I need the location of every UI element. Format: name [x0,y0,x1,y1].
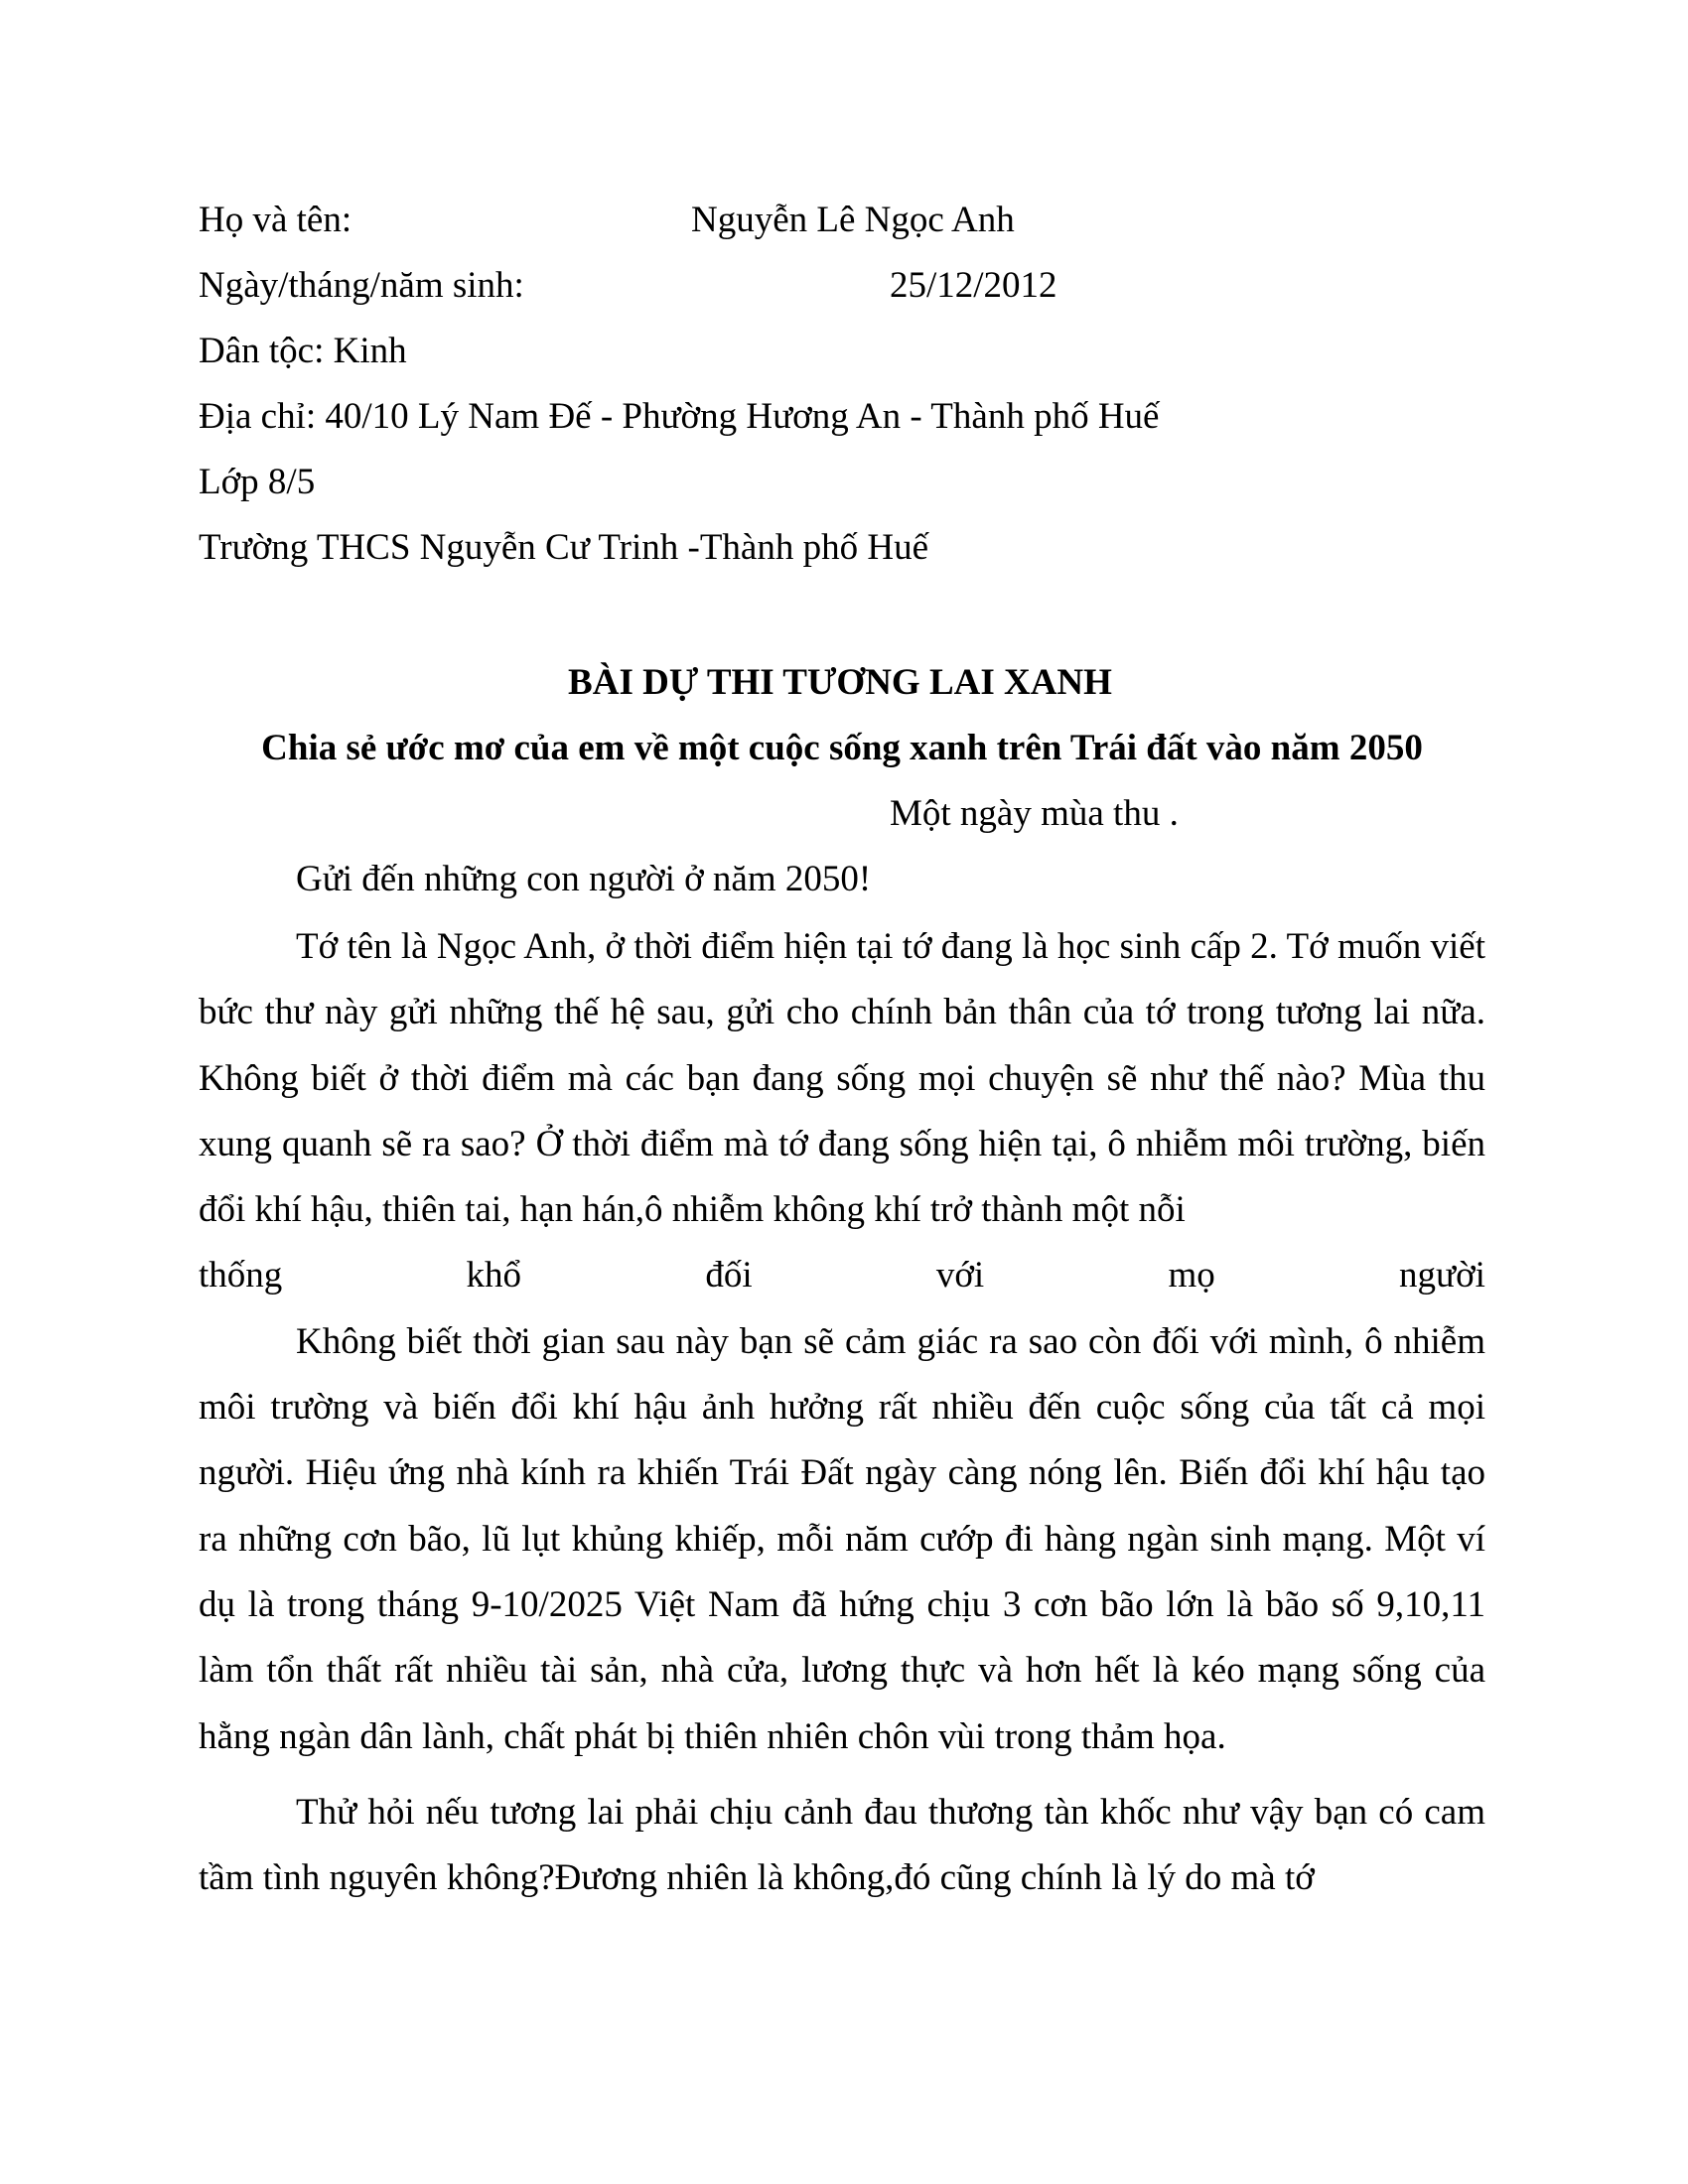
spread-word: đối [705,1255,753,1297]
paragraph-2: Không biết thời gian sau này bạn sẽ cảm giác ra sao còn đối với mình, ô nhiễm môi trường và biến đổi khí hậu ảnh hưởng rất nhiều đến cuộc sống của tất cả mọi người. Hiệu ứng nhà kính ra khiến Trái Đất ngày càng nóng lên. Biến đổi khí hậu tạo ra những cơn bão, lũ lụt khủng khiếp, mỗi năm cướp đi hàng ngàn sinh mạng. Một ví dụ là trong tháng 9-10/2025 Việt Nam đã hứng chịu 3 cơn bão lớn là bão số 9,10,11 làm tổn thất rất nhiều tài sản, nhà cửa, lương thực và hơn hết là kéo mạng sống của hằng ngàn dân lành, chất phát bị thiên nhiên chôn vùi trong thảm họa. [199,1320,1485,1757]
greeting: Gửi đến những con người ở năm 2050! [296,859,872,899]
spread-word: khổ [466,1255,522,1297]
date-line: Một ngày mùa thu . [890,793,1179,834]
spread-word: thống [199,1255,283,1297]
school-line: Trường THCS Nguyễn Cư Trinh -Thành phố Huế [199,527,928,568]
spread-line [199,1243,1485,1308]
address-line: Địa chỉ: 40/10 Lý Nam Đế - Phường Hương An - Thành phố Huế [199,396,1160,437]
dob-label: Ngày/tháng/năm sinh: [199,265,524,306]
spread-word: với [935,1255,985,1297]
name-label: Họ và tên: [199,200,352,240]
paragraph-3: Thử hỏi nếu tương lai phải chịu cảnh đau thương tàn khốc như vậy bạn có cam tầm tình nguyên không?Đương nhiên là không,đó cũng chính là lý do mà tớ [199,1791,1485,1899]
name-value: Nguyễn Lê Ngọc Anh [691,200,1015,240]
spread-word: mọ [1168,1255,1215,1297]
class-line: Lớp 8/5 [199,462,316,502]
dob-row [199,264,1057,308]
spread-word: người [1399,1255,1485,1297]
document-title: BÀI DỰ THI TƯƠNG LAI XANH [568,662,1112,703]
dob-value: 25/12/2012 [890,265,1057,306]
ethnicity-line: Dân tộc: Kinh [199,331,407,371]
name-row [199,199,1015,242]
letter-body [199,914,1485,1911]
document-subtitle: Chia sẻ ước mơ của em về một cuộc sống xanh trên Trái đất vào năm 2050 [261,728,1423,768]
paragraph-1: Tớ tên là Ngọc Anh, ở thời điểm hiện tại tớ đang là học sinh cấp 2. Tớ muốn viết bức thư này gửi những thế hệ sau, gửi cho chính bản thân của tớ trong tương lai nữa. Không biết ở thời điểm mà các bạn đang sống mọi chuyện sẽ như thế nào? Mùa thu xung quanh sẽ ra sao? Ở thời điểm mà tớ đang sống hiện tại, ô nhiễm môi trường, biến đổi khí hậu, thiên tai, hạn hán,ô nhiễm không khí trở thành một nỗi [199,926,1485,1231]
